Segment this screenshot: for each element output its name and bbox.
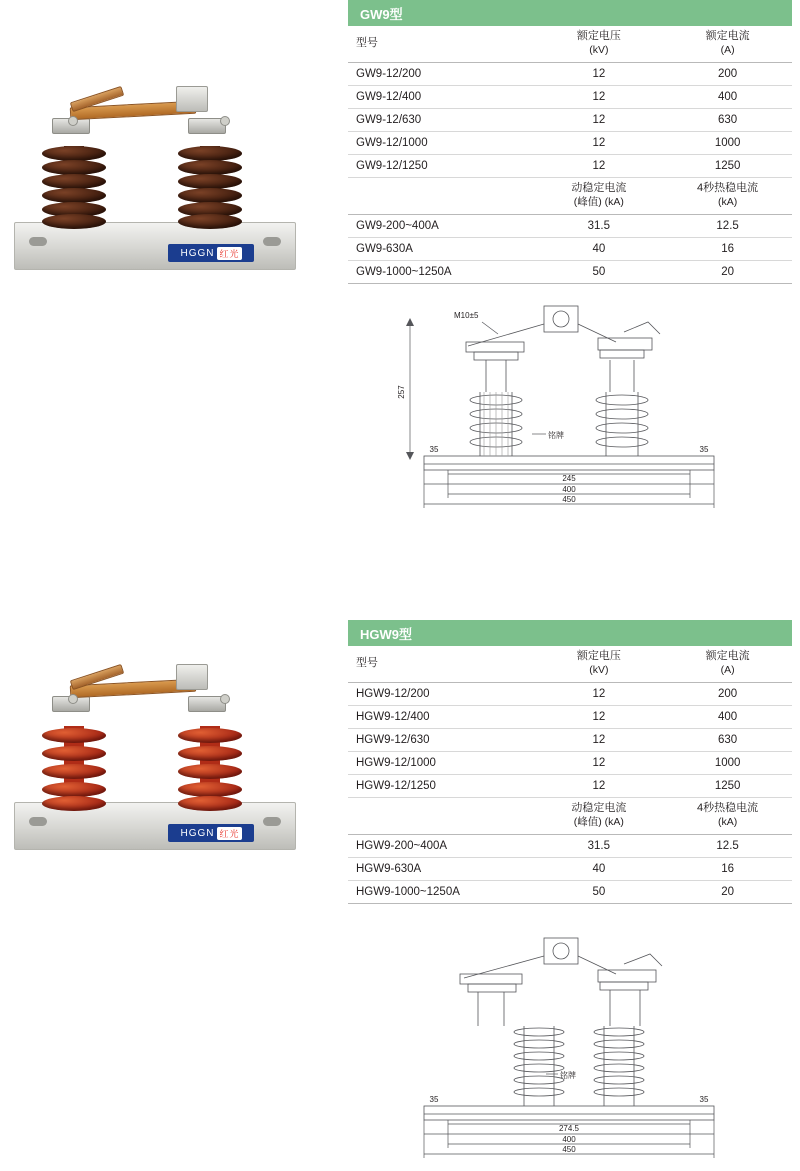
- cell-voltage: 12: [534, 154, 663, 177]
- label-nameplate: 铭牌: [548, 431, 564, 440]
- insulator-right: [178, 142, 242, 228]
- cell-thermal: 20: [663, 260, 792, 283]
- table-row: [348, 774, 792, 797]
- dim-outer: 450: [562, 495, 576, 504]
- cell-current: 200: [663, 682, 792, 705]
- rotating-hub: [176, 664, 208, 690]
- cell-voltage: 12: [534, 705, 663, 728]
- cell-model: GW9-12/1000: [348, 131, 534, 154]
- brand-text: HGGN: [180, 247, 215, 259]
- cell-model: HGW9-12/200: [348, 682, 534, 705]
- drawing-svg-hgw9: [348, 930, 792, 1170]
- col-model: 型号: [348, 646, 534, 682]
- col-current-label: 额定电流: [705, 650, 750, 662]
- cell-model: HGW9-12/1000: [348, 751, 534, 774]
- table-row: [348, 682, 792, 705]
- col-voltage-unit: (kV): [589, 663, 609, 676]
- cell-model: GW9-12/1250: [348, 154, 534, 177]
- cell-voltage: 12: [534, 108, 663, 131]
- cell-voltage: 12: [534, 62, 663, 85]
- cell-model: GW9-12/400: [348, 85, 534, 108]
- bolt-left: [68, 116, 78, 126]
- cell-thermal: 16: [663, 237, 792, 260]
- col-thermal-unit: (kA): [717, 195, 738, 208]
- col-thermal: [663, 797, 792, 834]
- dim-right-edge: 35: [699, 445, 709, 454]
- table-row: [348, 751, 792, 774]
- cell-current: 400: [663, 85, 792, 108]
- cell-current: 1000: [663, 751, 792, 774]
- product-photo-gw9: [8, 58, 300, 284]
- table-row: [348, 880, 792, 903]
- cell-thermal: 20: [663, 880, 792, 903]
- table-row: [348, 728, 792, 751]
- table-header-row-1: [348, 26, 792, 62]
- cell-voltage: 12: [534, 751, 663, 774]
- col-voltage: [534, 26, 663, 62]
- col-voltage-label: 额定电压: [576, 650, 621, 662]
- table-title-gw9: GW9型: [348, 0, 792, 26]
- brand-text-cn: 红光: [219, 828, 240, 839]
- cell-voltage: 12: [534, 85, 663, 108]
- col-thermal-label: 4秒热稳电流: [697, 181, 759, 194]
- col-thermal-unit: (kA): [717, 815, 738, 828]
- col-current-unit: (A): [720, 43, 735, 56]
- col-current-label: 额定电流: [705, 30, 750, 42]
- dim-inner: 245: [562, 474, 576, 483]
- brand-logo: [168, 824, 254, 842]
- table-header-row-2: [348, 177, 792, 214]
- cell-dynamic: 31.5: [534, 834, 663, 857]
- col-dynamic: [534, 797, 663, 834]
- product-section-gw9: [0, 0, 800, 560]
- table-header-row-2: [348, 797, 792, 834]
- spec-table-hgw9: [348, 620, 792, 904]
- table-header-row-1: [348, 646, 792, 682]
- cell-voltage: 12: [534, 728, 663, 751]
- col-voltage: [534, 646, 663, 682]
- cell-model: HGW9-12/400: [348, 705, 534, 728]
- product-section-hgw9: [0, 600, 800, 1171]
- col-current: [663, 26, 792, 62]
- cell-current: 1000: [663, 131, 792, 154]
- cell-voltage: 12: [534, 131, 663, 154]
- dim-right-edge: 35: [699, 1095, 709, 1104]
- brand-text-cn: 红光: [219, 248, 240, 259]
- cell-model: GW9-12/630: [348, 108, 534, 131]
- cell-thermal: 12.5: [663, 214, 792, 237]
- cell-model: HGW9-200~400A: [348, 834, 534, 857]
- table-row: [348, 705, 792, 728]
- cell-current: 1250: [663, 774, 792, 797]
- cell-current: 1250: [663, 154, 792, 177]
- table-row: [348, 85, 792, 108]
- cell-dynamic: 40: [534, 237, 663, 260]
- cell-model: HGW9-630A: [348, 857, 534, 880]
- col-model-2: [348, 177, 534, 214]
- cell-voltage: 12: [534, 774, 663, 797]
- cell-thermal: 12.5: [663, 834, 792, 857]
- cell-voltage: 12: [534, 682, 663, 705]
- dim-left-edge: 35: [429, 445, 439, 454]
- spec-table-gw9: [348, 0, 792, 284]
- table-row: [348, 237, 792, 260]
- bolt-right: [220, 694, 230, 704]
- bolt-left: [68, 694, 78, 704]
- cell-model: HGW9-12/630: [348, 728, 534, 751]
- col-thermal-label: 4秒热稳电流: [697, 801, 759, 814]
- technical-drawing-hgw9: [348, 930, 792, 1170]
- table-row: [348, 857, 792, 880]
- col-thermal: [663, 177, 792, 214]
- col-dynamic-unit: (峰值) (kA): [573, 815, 624, 828]
- drawing-svg-gw9: [348, 288, 792, 528]
- cell-dynamic: 50: [534, 880, 663, 903]
- table-row: [348, 834, 792, 857]
- product-photo-hgw9: [8, 638, 300, 864]
- cell-current: 630: [663, 728, 792, 751]
- cell-model: HGW9-1000~1250A: [348, 880, 534, 903]
- cell-thermal: 16: [663, 857, 792, 880]
- label-nameplate: 铭牌: [560, 1071, 576, 1080]
- cell-current: 200: [663, 62, 792, 85]
- table-row: [348, 108, 792, 131]
- col-dynamic: [534, 177, 663, 214]
- cell-dynamic: 40: [534, 857, 663, 880]
- col-dynamic-label: 动稳定电流: [571, 181, 627, 194]
- cell-current: 630: [663, 108, 792, 131]
- col-current: [663, 646, 792, 682]
- dim-outer: 450: [562, 1145, 576, 1154]
- col-model: 型号: [348, 26, 534, 62]
- rotating-hub: [176, 86, 208, 112]
- note-bolt: M10±5: [454, 311, 479, 320]
- cell-model: HGW9-12/1250: [348, 774, 534, 797]
- dim-mid: 400: [562, 485, 576, 494]
- insulator-left: [42, 142, 106, 228]
- cell-model: GW9-12/200: [348, 62, 534, 85]
- col-voltage-label: 额定电压: [576, 30, 621, 42]
- col-voltage-unit: (kV): [589, 43, 609, 56]
- technical-drawing-gw9: [348, 288, 792, 528]
- insulator-right: [178, 722, 242, 808]
- table-row: [348, 131, 792, 154]
- dim-left-edge: 35: [429, 1095, 439, 1104]
- cell-dynamic: 50: [534, 260, 663, 283]
- col-model-2: [348, 797, 534, 834]
- table-title-hgw9: HGW9型: [348, 620, 792, 646]
- cell-model: GW9-1000~1250A: [348, 260, 534, 283]
- col-dynamic-label: 动稳定电流: [571, 801, 627, 814]
- table-row: [348, 62, 792, 85]
- dim-mid: 400: [562, 1135, 576, 1144]
- dim-height: 257: [397, 385, 406, 399]
- table-row: [348, 214, 792, 237]
- bolt-right: [220, 116, 230, 126]
- table-row: [348, 260, 792, 283]
- cell-model: GW9-630A: [348, 237, 534, 260]
- cell-dynamic: 31.5: [534, 214, 663, 237]
- insulator-left: [42, 722, 106, 808]
- table-row: [348, 154, 792, 177]
- cell-model: GW9-200~400A: [348, 214, 534, 237]
- cell-current: 400: [663, 705, 792, 728]
- brand-text: HGGN: [180, 827, 215, 839]
- brand-logo: [168, 244, 254, 262]
- col-current-unit: (A): [720, 663, 735, 676]
- dim-inner: 274.5: [558, 1124, 580, 1133]
- col-dynamic-unit: (峰值) (kA): [573, 195, 624, 208]
